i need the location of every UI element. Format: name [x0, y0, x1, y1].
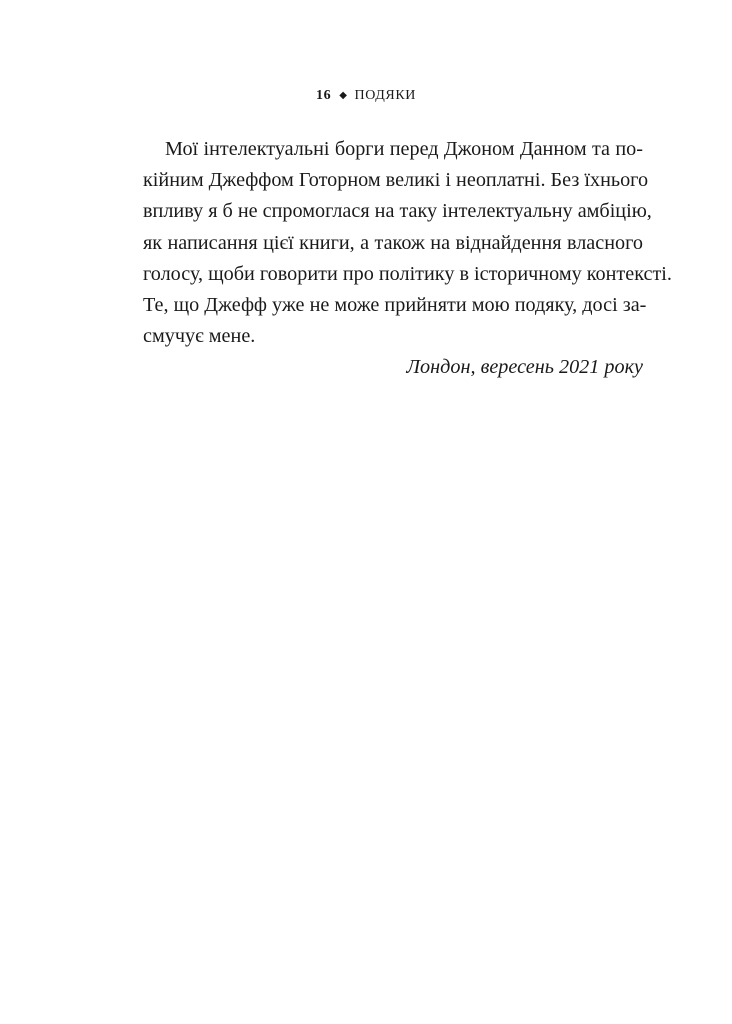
section-title: ПОДЯКИ [354, 88, 416, 103]
paragraph-line: Те, що Джефф уже не може прийняти мою подяку, досі за- [143, 294, 647, 317]
paragraph-line: смучує мене. [143, 325, 256, 348]
paragraph-line: як написання цієї книги, а також на віднайдення власного [143, 231, 643, 254]
diamond-separator-icon: ◆ [339, 90, 348, 101]
place-date-signature: Лондон, вересень 2021 року [406, 356, 643, 379]
paragraph-line: кійним Джеффом Готорном великі і неоплатні. Без їхнього [143, 169, 649, 192]
paragraph-line: голосу, щоби говорити про політику в історичному контексті. [143, 262, 672, 285]
paragraph-line: Мої інтелектуальні борги перед Джоном Данном та по- [165, 138, 643, 160]
paragraph-line: впливу я б не спромоглася на таку інтелектуальну амбіцію, [143, 200, 652, 223]
acknowledgments-paragraph [143, 134, 672, 384]
running-header [0, 86, 732, 106]
page-number: 16 [316, 88, 332, 103]
